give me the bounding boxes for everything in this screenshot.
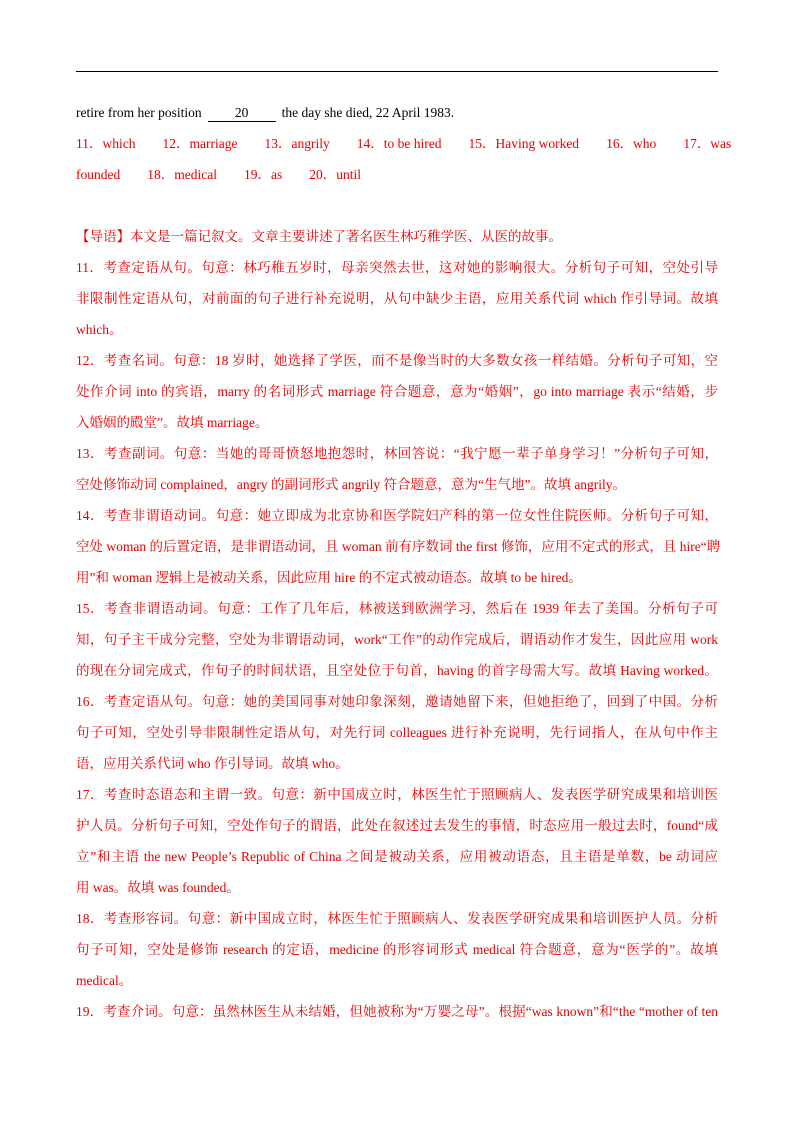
explanation-line: 句子可知，空处引导非限制性定语从句，对先行词 colleagues 进行补充说明，先行词指人，在从句中作主	[76, 725, 718, 740]
explanation-line: 15．考查非谓语动词。句意：工作了几年后，林被送到欧洲学习，然后在 1939 年去了美国。分析句子可	[76, 601, 718, 616]
answer-key-row-2	[76, 165, 718, 185]
header-divider	[76, 71, 718, 72]
explanation-line: 知，句子主干成分完整，空处为非谓语动词，work“工作”的动作完成后，谓语动作才发生，因此应用 work	[76, 632, 718, 647]
answer-item: 19．as	[243, 167, 283, 182]
answer-item: 18．medical	[147, 167, 217, 182]
answer-blank-20: 20	[208, 105, 276, 122]
explanation-line: 的现在分词完成式，作句子的时间状语，且空处位于句首，having 的首字母需大写。故填 Having worked。	[76, 663, 718, 678]
explanation-line: 14．考查非谓语动词。句意：她立即成为北京协和医学院妇产科的第一位女性住院医师。分析句子可知，	[76, 508, 718, 523]
explanation-line: 空处 woman 的后置定语，是非谓语动词，且 woman 前有序数词 the first 修饰，应用不定式的形式，且 hire“聘	[76, 539, 721, 554]
explanation-line: 用”和 woman 逻辑上是被动关系，因此应用 hire 的不定式被动语态。故填 to be hired。	[76, 570, 582, 585]
explanation-line: 12．考查名词。句意：18 岁时，她选择了学医，而不是像当时的大多数女孩一样结婚。分析句子可知，空	[76, 353, 718, 368]
explanation-line: medical。	[76, 973, 133, 988]
explanation-line: 11．考查定语从句。句意：林巧稚五岁时，母亲突然去世，这对她的影响很大。分析句子可知，空处引导	[76, 260, 718, 275]
question-20-sentence	[76, 103, 718, 123]
explanation-line: which。	[76, 322, 123, 337]
answer-item: 15．Having worked	[468, 136, 580, 151]
explanation-line: 处作介词 into 的宾语，marry 的名词形式 marriage 符合题意，意为“婚姻”，go into marriage 表示“结婚，步	[76, 384, 718, 399]
answer-item: 13．angrily	[264, 136, 330, 151]
explanation-line: 空处修饰动词 complained，angry 的副词形式 angrily 符合题意，意为“生气地”。故填 angrily。	[76, 477, 627, 492]
explanation-line: 句子可知，空处是修饰 research 的定语，medicine 的形容词形式 medical 符合题意，意为“医学的”。故填	[76, 942, 718, 957]
explanation-line: 17．考查时态语态和主谓一致。句意：新中国成立时，林医生忙于照顾病人、发表医学研究成果和培训医	[76, 787, 718, 802]
explanation-line: 19．考查介词。句意：虽然林医生从未结婚，但她被称为“万婴之母”。根据“was known”和“the “mother of ten	[76, 1004, 718, 1019]
answer-item: founded	[76, 167, 121, 182]
sentence-after: the day she died, 22 April 1983.	[281, 105, 455, 120]
explanation-line: 13．考查副词。句意：当她的哥哥愤怒地抱怨时，林回答说：“我宁愿一辈子单身学习！”分析句子可知，	[76, 446, 718, 461]
explanation-line: 18．考查形容词。句意：新中国成立时，林医生忙于照顾病人、发表医学研究成果和培训医护人员。分析	[76, 911, 718, 926]
answer-key-row-1	[76, 134, 732, 154]
sentence-before: retire from her position	[76, 105, 202, 120]
explanation-line: 非限制性定语从句，对前面的句子进行补充说明，从句中缺少主语，应用关系代词 which 作引导词。故填	[76, 291, 718, 306]
answer-item: 20．until	[309, 167, 361, 182]
explanation-line: 语，应用关系代词 who 作引导词。故填 who。	[76, 756, 349, 771]
answer-item: 11．which	[76, 136, 136, 151]
lead-paragraph: 【导语】本文是一篇记叙文。文章主要讲述了著名医生林巧稚学医、从医的故事。	[76, 229, 562, 244]
answer-item: 14．to be hired	[356, 136, 442, 151]
explanation-line: 用 was。故填 was founded。	[76, 880, 240, 895]
explanation-line: 入婚姻的殿堂”。故填 marriage。	[76, 415, 269, 430]
explanation-line: 立”和主语 the new People’s Republic of China 之间是被动关系，应用被动语态，且主语是单数，be 动词应	[76, 849, 718, 864]
explanation-line: 护人员。分析句子可知，空处作句子的谓语，此处在叙述过去发生的事情，时态应用一般过去时，found“成	[76, 818, 718, 833]
answer-item: 12．marriage	[162, 136, 238, 151]
answer-item: 16．who	[606, 136, 657, 151]
explanation-line: 16．考查定语从句。句意：她的美国同事对她印象深刻，邀请她留下来，但她拒绝了，回到了中国。分析	[76, 694, 718, 709]
answer-item: 17．was	[683, 136, 732, 151]
